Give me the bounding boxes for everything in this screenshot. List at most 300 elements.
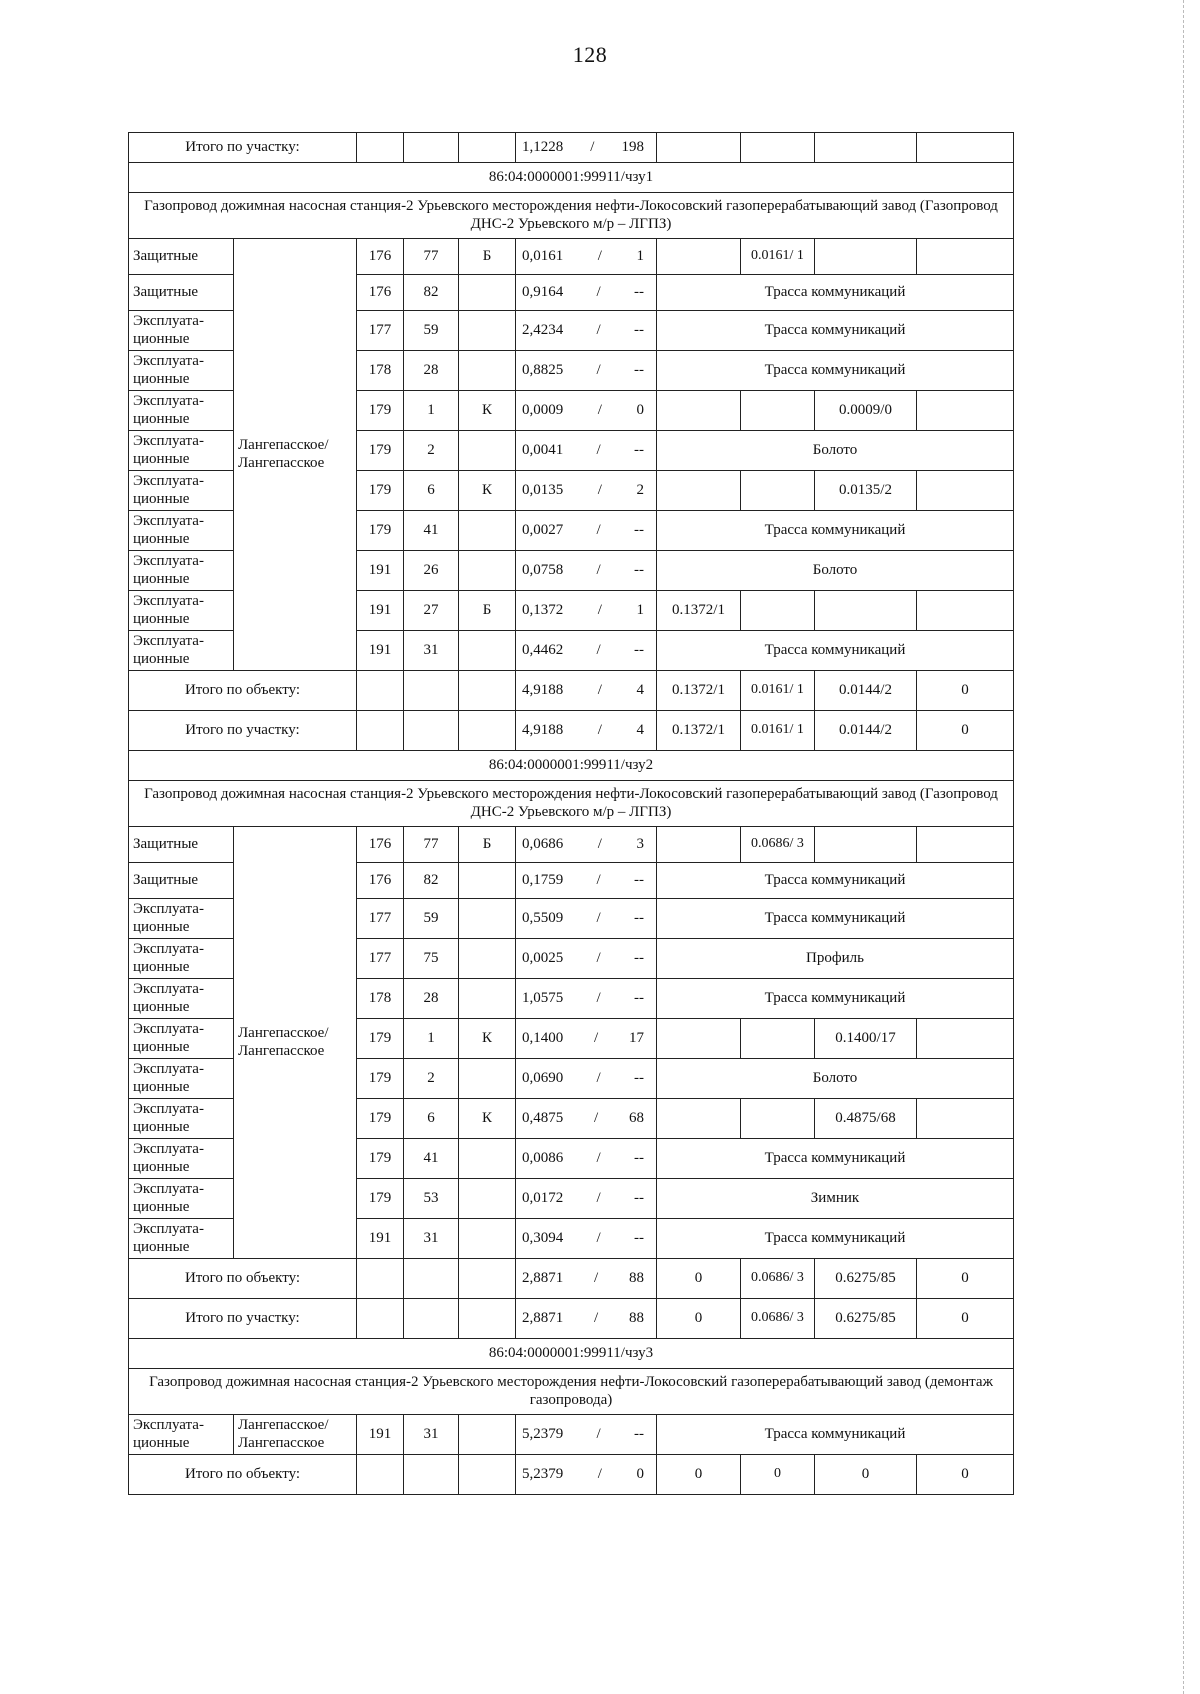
quarter-number: 177 xyxy=(357,899,404,939)
col-4 xyxy=(917,1099,1014,1139)
count-value: 4 xyxy=(636,721,644,738)
fraction-slash: / xyxy=(596,989,601,1006)
division-number: 77 xyxy=(404,827,459,863)
zone-type: Эксплуата-ционные xyxy=(129,591,234,631)
quarter-number: 179 xyxy=(357,1099,404,1139)
total-col-3 xyxy=(815,133,917,163)
zone-type: Эксплуата-ционные xyxy=(129,1019,234,1059)
area-fraction-cell xyxy=(516,1219,657,1259)
category xyxy=(459,1219,516,1259)
total-col-1: 0.1372/1 xyxy=(657,711,741,751)
quarter-number: 177 xyxy=(357,939,404,979)
fraction-slash: / xyxy=(594,1269,599,1286)
fraction-slash: / xyxy=(597,681,602,698)
area-value: 1,1228 xyxy=(522,138,564,155)
fraction-slash: / xyxy=(596,521,601,538)
total-col-3: 0 xyxy=(815,1455,917,1495)
count-value: 3 xyxy=(636,835,644,852)
count-value: -- xyxy=(633,1425,644,1442)
total-col-3: 0.6275/85 xyxy=(815,1259,917,1299)
quarter-number: 191 xyxy=(357,551,404,591)
fraction-slash: / xyxy=(596,321,601,338)
fraction-slash: / xyxy=(594,1029,599,1046)
division-number: 59 xyxy=(404,899,459,939)
zone-type: Эксплуата-ционные xyxy=(129,1219,234,1259)
note: Болото xyxy=(657,1059,1014,1099)
area-fraction-cell xyxy=(516,827,657,863)
empty-cell xyxy=(357,671,404,711)
col-4 xyxy=(917,591,1014,631)
quarter-number: 191 xyxy=(357,591,404,631)
col-2 xyxy=(741,471,815,511)
category: К xyxy=(459,471,516,511)
section-title: Газопровод дожимная насосная станция-2 Урьевского месторождения нефти-Локосовский газоперерабатывающий завод (демонтаж газопровода) xyxy=(129,1369,1014,1415)
section-code-row xyxy=(129,163,1014,193)
area-value: 4,9188 xyxy=(522,681,564,698)
division-number: 53 xyxy=(404,1179,459,1219)
count-value: -- xyxy=(633,871,644,888)
col-3: 0.0135/2 xyxy=(815,471,917,511)
fraction-slash: / xyxy=(597,835,602,852)
empty-cell xyxy=(357,711,404,751)
col-3 xyxy=(815,591,917,631)
note: Трасса коммуникаций xyxy=(657,1139,1014,1179)
col-3: 0.1400/17 xyxy=(815,1019,917,1059)
area-fraction-cell xyxy=(516,1019,657,1059)
total-col-2: 0 xyxy=(741,1455,815,1495)
category xyxy=(459,551,516,591)
total-col-1: 0.1372/1 xyxy=(657,671,741,711)
fraction-slash: / xyxy=(596,949,601,966)
total-col-2: 0.0161/ 1 xyxy=(741,671,815,711)
division-number: 1 xyxy=(404,391,459,431)
table-row xyxy=(129,239,1014,275)
col-3: 0.0009/0 xyxy=(815,391,917,431)
note: Трасса коммуникаций xyxy=(657,511,1014,551)
quarter-number: 179 xyxy=(357,511,404,551)
count-value: -- xyxy=(633,949,644,966)
count-value: 68 xyxy=(628,1109,644,1126)
area-fraction-cell xyxy=(516,863,657,899)
fraction-slash: / xyxy=(594,1109,599,1126)
note: Зимник xyxy=(657,1179,1014,1219)
area-fraction-cell xyxy=(516,311,657,351)
area-fraction-cell xyxy=(516,979,657,1019)
count-value: -- xyxy=(633,561,644,578)
total-col-3: 0.0144/2 xyxy=(815,711,917,751)
count-value: -- xyxy=(633,521,644,538)
area-fraction-cell xyxy=(516,631,657,671)
total-col-4: 0 xyxy=(917,671,1014,711)
area-fraction-cell xyxy=(516,351,657,391)
division-number: 1 xyxy=(404,1019,459,1059)
fraction-slash: / xyxy=(596,871,601,888)
fraction-slash: / xyxy=(597,721,602,738)
section-title-row xyxy=(129,781,1014,827)
count-value: 0 xyxy=(636,401,644,418)
category: К xyxy=(459,1019,516,1059)
division-number: 28 xyxy=(404,351,459,391)
col-4 xyxy=(917,239,1014,275)
area-fraction-cell xyxy=(516,1299,657,1339)
total-col-1: 0 xyxy=(657,1455,741,1495)
empty-cell xyxy=(404,1259,459,1299)
area-value: 0,0025 xyxy=(522,949,564,966)
area-value: 0,0686 xyxy=(522,835,564,852)
area-fraction-cell xyxy=(516,431,657,471)
area-value: 0,3094 xyxy=(522,1229,564,1246)
category: К xyxy=(459,1099,516,1139)
quarter-number: 191 xyxy=(357,631,404,671)
zone-type: Защитные xyxy=(129,275,234,311)
note: Трасса коммуникаций xyxy=(657,979,1014,1019)
zone-type: Эксплуата-ционные xyxy=(129,631,234,671)
note: Трасса коммуникаций xyxy=(657,351,1014,391)
area-fraction-cell xyxy=(516,511,657,551)
area-value: 0,1372 xyxy=(522,601,564,618)
total-row xyxy=(129,1455,1014,1495)
category xyxy=(459,939,516,979)
fraction-slash: / xyxy=(597,1465,602,1482)
zone-type: Эксплуата-ционные xyxy=(129,1099,234,1139)
fraction-slash: / xyxy=(597,401,602,418)
fraction-slash: / xyxy=(596,441,601,458)
col-2 xyxy=(741,1099,815,1139)
quarter-number: 178 xyxy=(357,351,404,391)
area-fraction-cell xyxy=(516,471,657,511)
quarter-number: 176 xyxy=(357,863,404,899)
zone-type: Эксплуата-ционные xyxy=(129,351,234,391)
quarter-number: 179 xyxy=(357,1059,404,1099)
col-1 xyxy=(657,471,741,511)
section-code-row xyxy=(129,1339,1014,1369)
col-3: 0.4875/68 xyxy=(815,1099,917,1139)
category xyxy=(459,631,516,671)
empty-cell xyxy=(404,711,459,751)
empty-cell xyxy=(459,671,516,711)
quarter-number: 179 xyxy=(357,1179,404,1219)
fraction-slash: / xyxy=(590,138,595,155)
area-value: 0,1400 xyxy=(522,1029,564,1046)
col-1 xyxy=(657,1019,741,1059)
division-number: 2 xyxy=(404,1059,459,1099)
category xyxy=(459,431,516,471)
division-number: 31 xyxy=(404,631,459,671)
empty-cell xyxy=(404,1455,459,1495)
note: Трасса коммуникаций xyxy=(657,1415,1014,1455)
category xyxy=(459,1059,516,1099)
count-value: -- xyxy=(633,1189,644,1206)
division-number: 82 xyxy=(404,863,459,899)
total-label: Итого по участку: xyxy=(129,1299,357,1339)
area-value: 0,0086 xyxy=(522,1149,564,1166)
note: Трасса коммуникаций xyxy=(657,863,1014,899)
count-value: -- xyxy=(633,989,644,1006)
division-number: 41 xyxy=(404,1139,459,1179)
scan-edge-line xyxy=(1183,0,1186,1694)
area-value: 1,0575 xyxy=(522,989,564,1006)
area-fraction-cell xyxy=(516,711,657,751)
total-row xyxy=(129,1259,1014,1299)
area-fraction-cell xyxy=(516,1059,657,1099)
empty-cell xyxy=(357,1259,404,1299)
land-name: Лангепасское/ Лангепасское xyxy=(234,1415,357,1455)
section-code: 86:04:0000001:99911/чзу1 xyxy=(129,163,1014,193)
count-value: 17 xyxy=(628,1029,644,1046)
count-value: -- xyxy=(633,283,644,300)
section-title: Газопровод дожимная насосная станция-2 Урьевского месторождения нефти-Локосовский газоперерабатывающий завод (Газопровод ДНС-2 Урьевского м/р – ЛГПЗ) xyxy=(129,781,1014,827)
col-4 xyxy=(917,827,1014,863)
division-number: 31 xyxy=(404,1219,459,1259)
total-label: Итого по участку: xyxy=(129,133,357,163)
count-value: 198 xyxy=(621,138,644,155)
fraction-slash: / xyxy=(596,1149,601,1166)
count-value: -- xyxy=(633,909,644,926)
zone-type: Эксплуата-ционные xyxy=(129,939,234,979)
total-col-2 xyxy=(741,133,815,163)
col-3 xyxy=(815,239,917,275)
col-1: 0.1372/1 xyxy=(657,591,741,631)
category xyxy=(459,1179,516,1219)
area-value: 5,2379 xyxy=(522,1465,564,1482)
division-number: 82 xyxy=(404,275,459,311)
total-col-3: 0.0144/2 xyxy=(815,671,917,711)
category xyxy=(459,351,516,391)
area-fraction-cell xyxy=(516,939,657,979)
empty-cell xyxy=(357,1299,404,1339)
land-allotment-table xyxy=(128,132,1014,1495)
total-row xyxy=(129,1299,1014,1339)
zone-type: Эксплуата-ционные xyxy=(129,1179,234,1219)
note: Болото xyxy=(657,551,1014,591)
area-value: 2,8871 xyxy=(522,1269,564,1286)
area-value: 2,8871 xyxy=(522,1309,564,1326)
area-value: 5,2379 xyxy=(522,1425,564,1442)
division-number: 59 xyxy=(404,311,459,351)
total-col-4: 0 xyxy=(917,1299,1014,1339)
table-row xyxy=(129,1415,1014,1455)
zone-type: Эксплуата-ционные xyxy=(129,899,234,939)
quarter-number: 179 xyxy=(357,391,404,431)
quarter-number: 191 xyxy=(357,1219,404,1259)
zone-type: Эксплуата-ционные xyxy=(129,551,234,591)
empty-cell xyxy=(404,671,459,711)
col-2: 0.0161/ 1 xyxy=(741,239,815,275)
area-value: 0,0690 xyxy=(522,1069,564,1086)
zone-type: Защитные xyxy=(129,827,234,863)
total-row xyxy=(129,133,1014,163)
note: Профиль xyxy=(657,939,1014,979)
area-fraction-cell xyxy=(516,671,657,711)
page-number: 128 xyxy=(572,42,608,67)
fraction-slash: / xyxy=(596,1189,601,1206)
total-label: Итого по объекту: xyxy=(129,671,357,711)
note: Трасса коммуникаций xyxy=(657,631,1014,671)
count-value: 88 xyxy=(628,1309,644,1326)
area-value: 0,0041 xyxy=(522,441,564,458)
empty-cell xyxy=(357,1455,404,1495)
count-value: -- xyxy=(633,1229,644,1246)
col-3 xyxy=(815,827,917,863)
land-name: Лангепасское/ Лангепасское xyxy=(234,827,357,1259)
col-2 xyxy=(741,591,815,631)
fraction-slash: / xyxy=(597,247,602,264)
fraction-slash: / xyxy=(597,601,602,618)
area-fraction-cell xyxy=(516,1259,657,1299)
fraction-slash: / xyxy=(597,481,602,498)
note: Трасса коммуникаций xyxy=(657,275,1014,311)
count-value: 88 xyxy=(628,1269,644,1286)
zone-type: Эксплуата-ционные xyxy=(129,979,234,1019)
area-value: 0,4462 xyxy=(522,641,564,658)
total-label: Итого по объекту: xyxy=(129,1259,357,1299)
table-row xyxy=(129,827,1014,863)
fraction-slash: / xyxy=(596,361,601,378)
area-fraction-cell xyxy=(516,899,657,939)
land-name: Лангепасское/ Лангепасское xyxy=(234,239,357,671)
category xyxy=(459,899,516,939)
fraction-slash: / xyxy=(596,1229,601,1246)
category: Б xyxy=(459,591,516,631)
col-1 xyxy=(657,239,741,275)
section-code: 86:04:0000001:99911/чзу2 xyxy=(129,751,1014,781)
count-value: -- xyxy=(633,361,644,378)
zone-type: Эксплуата-ционные xyxy=(129,431,234,471)
total-col-4: 0 xyxy=(917,711,1014,751)
zone-type: Эксплуата-ционные xyxy=(129,1059,234,1099)
col-4 xyxy=(917,471,1014,511)
category xyxy=(459,511,516,551)
zone-type: Эксплуата-ционные xyxy=(129,1139,234,1179)
count-value: -- xyxy=(633,1149,644,1166)
area-fraction-cell xyxy=(516,1455,657,1495)
area-fraction-cell xyxy=(516,133,657,163)
division-number: 6 xyxy=(404,1099,459,1139)
category xyxy=(459,1139,516,1179)
total-col-2: 0.0686/ 3 xyxy=(741,1259,815,1299)
col-4 xyxy=(917,391,1014,431)
count-value: 4 xyxy=(636,681,644,698)
zone-type: Эксплуата-ционные xyxy=(129,471,234,511)
division-number: 26 xyxy=(404,551,459,591)
total-col-1: 0 xyxy=(657,1299,741,1339)
category xyxy=(459,979,516,1019)
zone-type: Эксплуата-ционные xyxy=(129,1415,234,1455)
area-fraction-cell xyxy=(516,239,657,275)
section-code-row xyxy=(129,751,1014,781)
quarter-number: 191 xyxy=(357,1415,404,1455)
total-col-3: 0.6275/85 xyxy=(815,1299,917,1339)
zone-type: Эксплуата-ционные xyxy=(129,391,234,431)
section-code: 86:04:0000001:99911/чзу3 xyxy=(129,1339,1014,1369)
empty-cell xyxy=(459,1259,516,1299)
total-col-4: 0 xyxy=(917,1259,1014,1299)
col-2: 0.0686/ 3 xyxy=(741,827,815,863)
quarter-number: 179 xyxy=(357,431,404,471)
quarter-number: 179 xyxy=(357,471,404,511)
total-col-2: 0.0686/ 3 xyxy=(741,1299,815,1339)
area-value: 0,8825 xyxy=(522,361,564,378)
division-number: 28 xyxy=(404,979,459,1019)
table-body xyxy=(129,133,1014,1495)
note: Трасса коммуникаций xyxy=(657,899,1014,939)
category xyxy=(459,275,516,311)
quarter-number: 176 xyxy=(357,239,404,275)
empty-cell xyxy=(459,1455,516,1495)
quarter-number: 178 xyxy=(357,979,404,1019)
quarter-number: 176 xyxy=(357,827,404,863)
area-value: 0,0161 xyxy=(522,247,564,264)
total-col-4: 0 xyxy=(917,1455,1014,1495)
note: Болото xyxy=(657,431,1014,471)
area-fraction-cell xyxy=(516,1179,657,1219)
area-value: 0,0027 xyxy=(522,521,564,538)
area-value: 0,0172 xyxy=(522,1189,564,1206)
division-number: 77 xyxy=(404,239,459,275)
empty-cell xyxy=(404,1299,459,1339)
col-1 xyxy=(657,391,741,431)
empty-cell xyxy=(459,711,516,751)
total-col-1 xyxy=(657,133,741,163)
zone-type: Защитные xyxy=(129,863,234,899)
area-value: 0,1759 xyxy=(522,871,564,888)
area-value: 2,4234 xyxy=(522,321,564,338)
section-title-row xyxy=(129,193,1014,239)
col-2 xyxy=(741,1019,815,1059)
quarter-number: 176 xyxy=(357,275,404,311)
total-row xyxy=(129,711,1014,751)
category xyxy=(459,311,516,351)
division-number: 75 xyxy=(404,939,459,979)
empty-cell xyxy=(404,133,459,163)
category: Б xyxy=(459,827,516,863)
area-fraction-cell xyxy=(516,591,657,631)
category xyxy=(459,1415,516,1455)
count-value: 2 xyxy=(636,481,644,498)
zone-type: Эксплуата-ционные xyxy=(129,311,234,351)
count-value: 0 xyxy=(636,1465,644,1482)
division-number: 31 xyxy=(404,1415,459,1455)
fraction-slash: / xyxy=(596,641,601,658)
note: Трасса коммуникаций xyxy=(657,311,1014,351)
area-fraction-cell xyxy=(516,1099,657,1139)
category xyxy=(459,863,516,899)
total-col-1: 0 xyxy=(657,1259,741,1299)
col-1 xyxy=(657,1099,741,1139)
fraction-slash: / xyxy=(596,283,601,300)
category: К xyxy=(459,391,516,431)
total-label: Итого по объекту: xyxy=(129,1455,357,1495)
division-number: 2 xyxy=(404,431,459,471)
count-value: -- xyxy=(633,1069,644,1086)
fraction-slash: / xyxy=(594,1309,599,1326)
area-value: 0,0758 xyxy=(522,561,564,578)
section-title: Газопровод дожимная насосная станция-2 Урьевского месторождения нефти-Локосовский газоперерабатывающий завод (Газопровод ДНС-2 Урьевского м/р – ЛГПЗ) xyxy=(129,193,1014,239)
total-label: Итого по участку: xyxy=(129,711,357,751)
fraction-slash: / xyxy=(596,909,601,926)
area-value: 0,0135 xyxy=(522,481,564,498)
division-number: 41 xyxy=(404,511,459,551)
count-value: 1 xyxy=(636,247,644,264)
fraction-slash: / xyxy=(596,1069,601,1086)
col-1 xyxy=(657,827,741,863)
count-value: -- xyxy=(633,321,644,338)
count-value: 1 xyxy=(636,601,644,618)
area-value: 4,9188 xyxy=(522,721,564,738)
zone-type: Защитные xyxy=(129,239,234,275)
section-title-row xyxy=(129,1369,1014,1415)
division-number: 6 xyxy=(404,471,459,511)
